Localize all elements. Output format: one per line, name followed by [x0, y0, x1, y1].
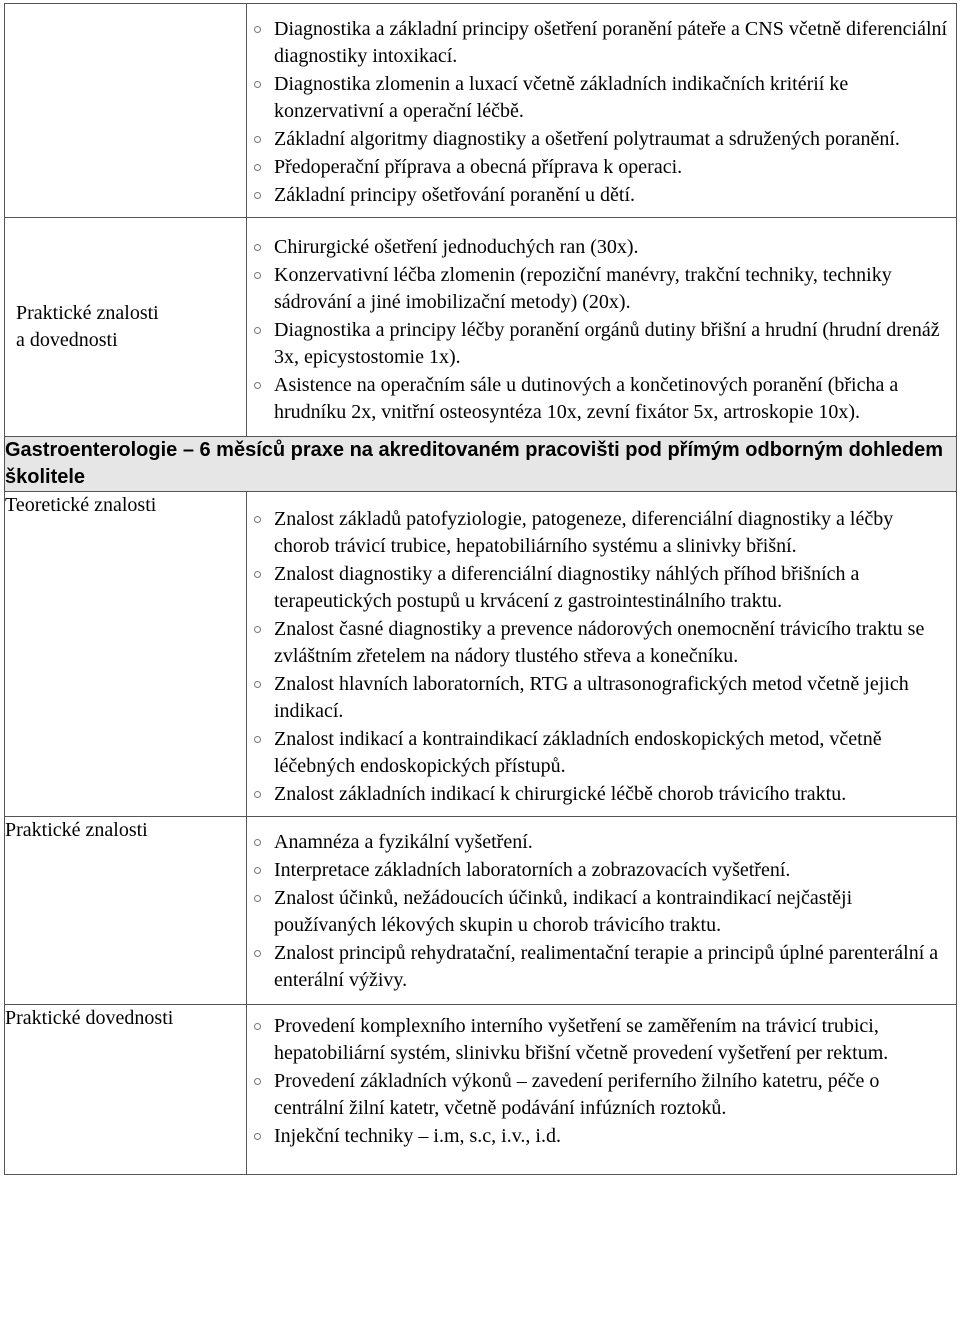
list-item: Provedení komplexního interního vyšetření se zaměřením na trávicí trubici, hepatobiliární systém, slinivku břišní včetně provedení vyšetření per rektum. — [247, 1013, 950, 1067]
bullet-icon — [254, 839, 261, 846]
list-item: Anamnéza a fyzikální vyšetření. — [247, 829, 950, 856]
bullet-icon — [254, 382, 261, 389]
bullet-icon — [254, 516, 261, 523]
list-item: Znalost indikací a kontraindikací základních endoskopických metod, včetně léčebných endoskopických přístupů. — [247, 726, 950, 780]
bullet-icon — [254, 26, 261, 33]
theory-row-label: Teoretické znalosti — [5, 492, 247, 817]
list-item: Znalost principů rehydratační, realimentační terapie a principů úplné parenterální a enterální výživy. — [247, 940, 950, 994]
list-item: Základní algoritmy diagnostiky a ošetření polytraumat a sdružených poranění. — [247, 126, 950, 153]
theory-row-list — [247, 492, 956, 816]
bullet-icon — [254, 571, 261, 578]
list-item: Znalost základů patofyziologie, patogeneze, diferenciální diagnostiky a léčby chorob trávicí trubice, hepatobiliárního systému a slinivky břišní. — [247, 506, 950, 560]
bullet-icon — [254, 950, 261, 957]
list-item: Znalost účinků, nežádoucích účinků, indikací a kontraindikací nejčastěji používaných lékových skupin u chorob trávicího traktu. — [247, 885, 950, 939]
bullet-icon — [254, 136, 261, 143]
section-header-row — [5, 437, 957, 492]
top-row-label — [5, 4, 247, 218]
list-item: Injekční techniky – i.m, s.c, i.v., i.d. — [247, 1123, 950, 1150]
list-item: Interpretace základních laboratorních a zobrazovacích vyšetření. — [247, 857, 950, 884]
curriculum-table — [4, 3, 957, 1175]
list-item: Znalost časné diagnostiky a prevence nádorových onemocnění trávicího traktu se zvláštním zřetelem na nádory tlustého střeva a konečníku. — [247, 616, 950, 670]
list-item: Znalost hlavních laboratorních, RTG a ultrasonografických metod včetně jejich indikací. — [247, 671, 950, 725]
bullet-icon — [254, 272, 261, 279]
top-row — [5, 4, 957, 218]
bullet-icon — [254, 244, 261, 251]
practical-row-list — [247, 218, 956, 436]
bullet-icon — [254, 1023, 261, 1030]
bullet-icon — [254, 192, 261, 199]
bullet-icon — [254, 327, 261, 334]
bullet-icon — [254, 791, 261, 798]
theory-row — [5, 492, 957, 817]
bullet-icon — [254, 626, 261, 633]
bullet-icon — [254, 81, 261, 88]
practical-skills-row — [5, 1005, 957, 1175]
bullet-icon — [254, 164, 261, 171]
list-item: Diagnostika zlomenin a luxací včetně základních indikačních kritérií ke konzervativní a operační léčbě. — [247, 71, 950, 125]
list-item: Předoperační příprava a obecná příprava k operaci. — [247, 154, 950, 181]
section-header: Gastroenterologie – 6 měsíců praxe na akreditovaném pracovišti pod přímým odborným dohledem školitele — [5, 437, 957, 492]
list-item: Znalost diagnostiky a diferenciální diagnostiky náhlých příhod břišních a terapeutických postupů u krvácení z gastrointestinálního traktu. — [247, 561, 950, 615]
list-item: Chirurgické ošetření jednoduchých ran (30x). — [247, 234, 950, 261]
bullet-icon — [254, 867, 261, 874]
practical-knowledge-label: Praktické znalosti — [5, 817, 247, 1005]
bullet-icon — [254, 1078, 261, 1085]
bullet-icon — [254, 1133, 261, 1140]
bullet-icon — [254, 895, 261, 902]
practical-knowledge-row — [5, 817, 957, 1005]
list-item: Základní principy ošetřování poranění u dětí. — [247, 182, 950, 209]
list-item: Diagnostika a základní principy ošetření poranění páteře a CNS včetně diferenciální diagnostiky intoxikací. — [247, 16, 950, 70]
bullet-icon — [254, 736, 261, 743]
practical-knowledge-list — [247, 817, 956, 1004]
list-item: Konzervativní léčba zlomenin (repoziční manévry, trakční techniky, techniky sádrování a jiné imobilizační metody) (20x). — [247, 262, 950, 316]
practical-skills-list — [247, 1005, 956, 1174]
list-item: Diagnostika a principy léčby poranění orgánů dutiny břišní a hrudní (hrudní drenáž 3x, epicystostomie 1x). — [247, 317, 950, 371]
bullet-icon — [254, 681, 261, 688]
list-item: Znalost základních indikací k chirurgické léčbě chorob trávicího traktu. — [247, 781, 950, 808]
practical-row-label: Praktické znalosti a dovednosti — [5, 218, 247, 437]
list-item: Asistence na operačním sále u dutinových a končetinových poranění (břicha a hrudníku 2x, vnitřní osteosyntéza 10x, zevní fixátor 5x, artroskopie 10x). — [247, 372, 950, 426]
list-item: Provedení základních výkonů – zavedení periferního žilního katetru, péče o centrální žilní katetr, včetně podávání infúzních roztoků. — [247, 1068, 950, 1122]
practical-skills-label: Praktické dovednosti — [5, 1005, 247, 1175]
top-row-list — [247, 4, 956, 217]
practical-row — [5, 218, 957, 437]
